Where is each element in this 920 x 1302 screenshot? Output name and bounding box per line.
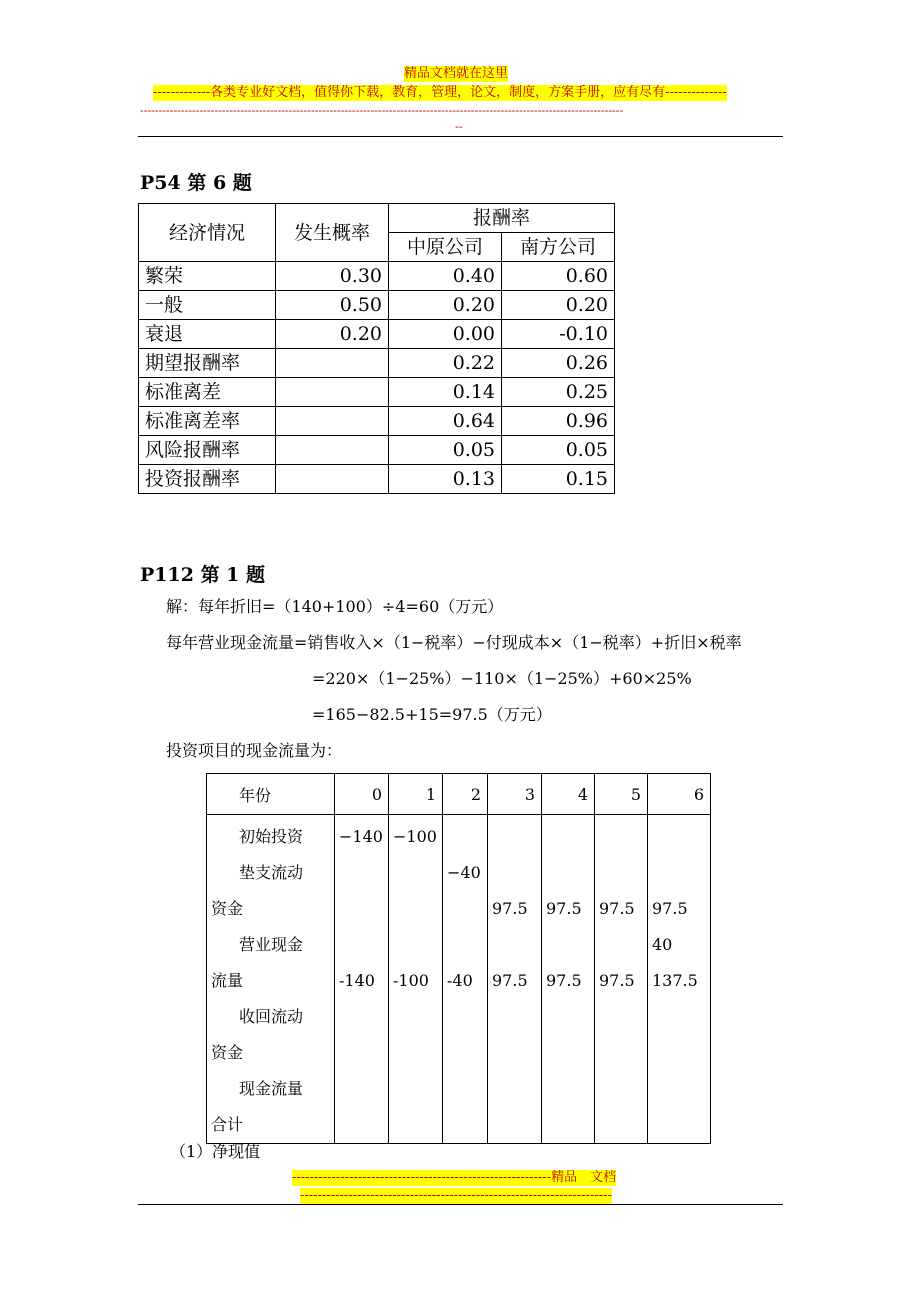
cell-label: 标准离差率 (139, 407, 276, 436)
cashflow-value (393, 855, 438, 891)
cashflow-body-row (207, 815, 711, 1144)
header-year-3: 3 (488, 774, 542, 815)
col-probability: 发生概率 (276, 204, 389, 262)
cashflow-value: 97.5 (599, 971, 635, 990)
cashflow-value (652, 855, 706, 891)
header-dashes: ---------------------------------------------------------------------------------------------------------------------------------- (140, 104, 624, 117)
cashflow-formula: 每年营业现金流量=销售收入×（1−税率）−付现成本×（1−税率）+折旧×税率 (166, 633, 742, 652)
cell-label: 一般 (139, 291, 276, 320)
cell-b: 0.15 (502, 465, 615, 494)
cell-b: 0.20 (502, 291, 615, 320)
cell-label: 期望报酬率 (139, 349, 276, 378)
cashflow-calc-2: =165−82.5+15=97.5（万元） (312, 705, 552, 724)
cell-prob (276, 407, 389, 436)
cashflow-value: -40 (447, 971, 473, 990)
cashflow-value (546, 855, 590, 891)
table-row (139, 262, 615, 291)
cashflow-value: 97.5 (546, 971, 582, 990)
table-header-row (139, 204, 615, 233)
header-year-2: 2 (443, 774, 488, 815)
cashflow-value (339, 891, 384, 927)
cashflow-value (599, 819, 643, 855)
cell-label: 衰退 (139, 320, 276, 349)
cell-b: 0.05 (502, 436, 615, 465)
cell-b: 0.96 (502, 407, 615, 436)
cell-prob (276, 465, 389, 494)
table-row (139, 378, 615, 407)
section2-title: P112 第 1 题 (140, 564, 266, 586)
cashflow-value (599, 927, 643, 963)
header-title: 精品文档就在这里 (404, 66, 509, 81)
col-nanfang: 南方公司 (502, 233, 615, 262)
cashflow-value (492, 819, 537, 855)
cashflow-intro: 投资项目的现金流量为： (166, 741, 343, 760)
cashflow-value (546, 819, 590, 855)
cell-a: 0.14 (389, 378, 502, 407)
cashflow-year-6-cell (648, 815, 711, 1144)
col-return-rate: 报酬率 (389, 204, 615, 233)
footer-rule (138, 1204, 783, 1205)
cashflow-value: −100 (393, 827, 437, 846)
cashflow-value: −140 (339, 827, 383, 846)
cell-b: 0.26 (502, 349, 615, 378)
header-year: 年份 (207, 774, 335, 815)
cashflow-table (206, 773, 711, 1144)
cashflow-label-line: 资金 (211, 1043, 244, 1062)
cashflow-calc-1: =220×（1−25%）−110×（1−25%）+60×25% (312, 669, 692, 688)
cashflow-header-row (207, 774, 711, 815)
cell-a: 0.00 (389, 320, 502, 349)
cell-a: 0.05 (389, 436, 502, 465)
header-year-5: 5 (595, 774, 648, 815)
cashflow-value (447, 891, 483, 927)
cashflow-year-5-cell (595, 815, 648, 1144)
cashflow-label-line: 垫支流动 (239, 863, 304, 882)
cashflow-value: 97.5 (599, 899, 635, 918)
footer-banner: -----------------------------------------------------------精品 文档 (292, 1170, 617, 1185)
cashflow-value (492, 855, 537, 891)
table-row (139, 320, 615, 349)
cashflow-value (447, 819, 483, 855)
cashflow-value (492, 927, 537, 963)
cashflow-year-3-cell (488, 815, 542, 1144)
cashflow-value (447, 927, 483, 963)
header-year-6: 6 (648, 774, 711, 815)
cell-label: 风险报酬率 (139, 436, 276, 465)
cashflow-labels (207, 815, 335, 1144)
header-year-1: 1 (389, 774, 443, 815)
cell-a: 0.64 (389, 407, 502, 436)
cell-prob: 0.50 (276, 291, 389, 320)
col-zhongyuan: 中原公司 (389, 233, 502, 262)
cashflow-value: 97.5 (546, 899, 582, 918)
cell-a: 0.40 (389, 262, 502, 291)
cashflow-value: −40 (447, 863, 481, 882)
cell-prob (276, 349, 389, 378)
cashflow-label-line: 现金流量 (239, 1079, 304, 1098)
cashflow-label-line: 流量 (211, 971, 244, 990)
cell-a: 0.13 (389, 465, 502, 494)
header-banner: -------------各类专业好文档，值得你下载，教育，管理，论文，制度，方案手册，应有尽有-------------- (153, 85, 727, 100)
cashflow-value: 137.5 (652, 971, 698, 990)
cashflow-year-0-cell (335, 815, 389, 1144)
cashflow-value (652, 819, 706, 855)
cashflow-year-2-cell (443, 815, 488, 1144)
cashflow-label-line: 营业现金 (239, 935, 304, 954)
footer-dashes: ----------------------------------------------------------------------- (300, 1188, 612, 1203)
cashflow-value: 97.5 (652, 899, 688, 918)
table-row (139, 436, 615, 465)
cell-b: 0.25 (502, 378, 615, 407)
header-dashes-tail: -- (455, 120, 463, 133)
cell-b: 0.60 (502, 262, 615, 291)
cashflow-year-1-cell (389, 815, 443, 1144)
cell-prob (276, 436, 389, 465)
cashflow-value: -140 (339, 971, 375, 990)
npv-heading: （1）净现值 (170, 1142, 261, 1161)
cell-b: -0.10 (502, 320, 615, 349)
cashflow-label-line: 收回流动 (239, 1007, 304, 1026)
cell-prob (276, 378, 389, 407)
table-row (139, 465, 615, 494)
header-rule (138, 136, 783, 137)
header-year-0: 0 (335, 774, 389, 815)
table-row (139, 349, 615, 378)
cashflow-value (546, 927, 590, 963)
cell-label: 标准离差 (139, 378, 276, 407)
cashflow-value: 97.5 (492, 899, 528, 918)
cashflow-label-line: 初始投资 (239, 827, 304, 846)
cashflow-year-4-cell (542, 815, 595, 1144)
table-row (139, 407, 615, 436)
cashflow-value (393, 891, 438, 927)
cashflow-value (339, 855, 384, 891)
cashflow-value (393, 927, 438, 963)
col-economy: 经济情况 (139, 204, 276, 262)
table-row (139, 291, 615, 320)
cashflow-label-line: 资金 (211, 899, 244, 918)
cell-a: 0.22 (389, 349, 502, 378)
depreciation-text: 解：每年折旧=（140+100）÷4=60（万元） (166, 597, 504, 616)
cashflow-value (339, 927, 384, 963)
cashflow-value: 97.5 (492, 971, 528, 990)
header-year-4: 4 (542, 774, 595, 815)
cashflow-value: -100 (393, 971, 429, 990)
section1-title: P54 第 6 题 (140, 172, 252, 194)
cell-prob: 0.30 (276, 262, 389, 291)
cell-prob: 0.20 (276, 320, 389, 349)
cell-label: 繁荣 (139, 262, 276, 291)
cashflow-value: 40 (652, 935, 673, 954)
return-rate-table (138, 203, 615, 494)
cell-label: 投资报酬率 (139, 465, 276, 494)
cashflow-label-line: 合计 (211, 1115, 244, 1134)
cell-a: 0.20 (389, 291, 502, 320)
cashflow-value (599, 855, 643, 891)
